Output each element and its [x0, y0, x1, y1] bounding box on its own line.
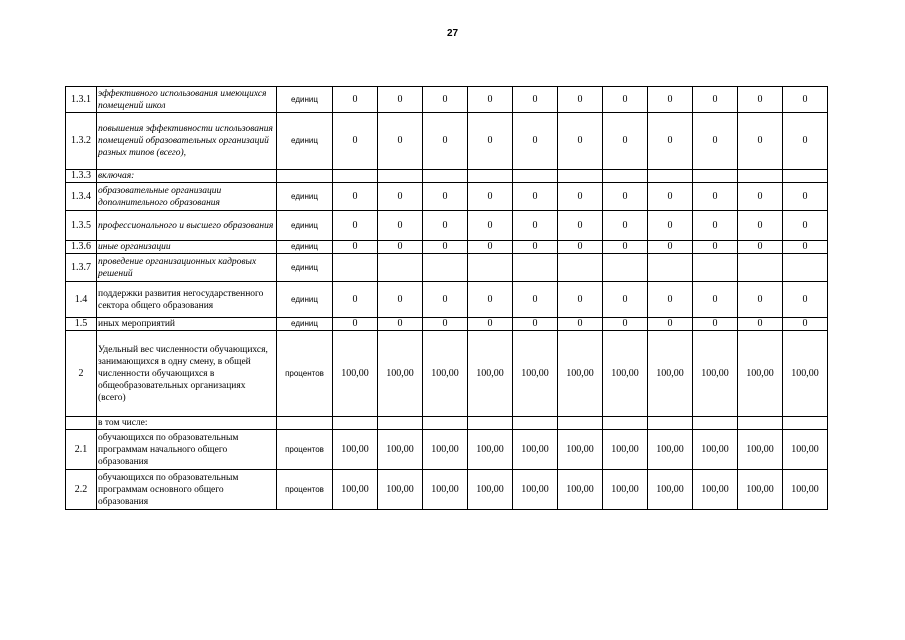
row-description: проведение организационных кадровых решений — [97, 254, 277, 282]
row-number: 2.1 — [66, 430, 97, 470]
value-cell: 0 — [333, 87, 378, 113]
value-cell: 0 — [693, 113, 738, 170]
value-cell: 100,00 — [558, 470, 603, 510]
value-cell: 0 — [468, 318, 513, 331]
row-unit: единиц — [277, 282, 333, 318]
value-cell: 100,00 — [603, 470, 648, 510]
value-cell: 100,00 — [648, 430, 693, 470]
value-cell: 0 — [468, 113, 513, 170]
value-cell: 100,00 — [378, 331, 423, 417]
value-cell: 100,00 — [468, 470, 513, 510]
value-cell: 100,00 — [378, 430, 423, 470]
value-cell — [513, 417, 558, 430]
value-cell: 100,00 — [693, 470, 738, 510]
value-cell — [468, 254, 513, 282]
value-cell: 0 — [423, 318, 468, 331]
row-number — [66, 417, 97, 430]
value-cell: 0 — [558, 87, 603, 113]
value-cell: 0 — [648, 241, 693, 254]
value-cell: 0 — [558, 318, 603, 331]
value-cell: 100,00 — [513, 331, 558, 417]
value-cell: 100,00 — [693, 331, 738, 417]
row-description: эффективного использования имеющихся помещений школ — [97, 87, 277, 113]
value-cell: 0 — [603, 241, 648, 254]
row-number: 1.3.7 — [66, 254, 97, 282]
value-cell — [693, 417, 738, 430]
value-cell — [693, 170, 738, 183]
row-description: обучающихся по образовательным программам основного общего образования — [97, 470, 277, 510]
value-cell: 100,00 — [783, 331, 828, 417]
value-cell — [468, 417, 513, 430]
row-number: 1.3.5 — [66, 211, 97, 241]
value-cell: 100,00 — [783, 430, 828, 470]
value-cell — [783, 254, 828, 282]
value-cell: 0 — [558, 282, 603, 318]
value-cell: 100,00 — [513, 470, 558, 510]
value-cell: 100,00 — [423, 430, 468, 470]
value-cell: 0 — [513, 113, 558, 170]
value-cell — [648, 170, 693, 183]
value-cell — [378, 170, 423, 183]
value-cell: 0 — [333, 318, 378, 331]
value-cell: 0 — [603, 211, 648, 241]
value-cell: 0 — [738, 211, 783, 241]
table-row — [66, 417, 828, 430]
table-row — [66, 113, 828, 170]
value-cell: 0 — [648, 282, 693, 318]
value-cell: 100,00 — [468, 430, 513, 470]
table-row — [66, 430, 828, 470]
value-cell: 0 — [333, 183, 378, 211]
value-cell: 0 — [738, 87, 783, 113]
value-cell: 0 — [468, 241, 513, 254]
value-cell: 100,00 — [603, 430, 648, 470]
value-cell: 0 — [648, 318, 693, 331]
value-cell: 0 — [333, 211, 378, 241]
value-cell: 0 — [738, 183, 783, 211]
table-row — [66, 318, 828, 331]
value-cell — [513, 254, 558, 282]
value-cell — [738, 417, 783, 430]
value-cell: 100,00 — [333, 331, 378, 417]
value-cell: 0 — [378, 318, 423, 331]
value-cell: 0 — [558, 113, 603, 170]
value-cell: 0 — [783, 318, 828, 331]
row-unit: единиц — [277, 241, 333, 254]
value-cell: 100,00 — [423, 470, 468, 510]
value-cell: 0 — [558, 183, 603, 211]
value-cell — [423, 170, 468, 183]
value-cell: 0 — [468, 183, 513, 211]
table-row — [66, 254, 828, 282]
row-unit: процентов — [277, 331, 333, 417]
value-cell: 0 — [423, 87, 468, 113]
value-cell: 0 — [378, 113, 423, 170]
row-unit: единиц — [277, 113, 333, 170]
value-cell: 0 — [693, 318, 738, 331]
value-cell — [603, 417, 648, 430]
value-cell: 0 — [738, 241, 783, 254]
value-cell: 100,00 — [738, 430, 783, 470]
value-cell: 0 — [378, 183, 423, 211]
row-unit: единиц — [277, 318, 333, 331]
value-cell: 0 — [468, 282, 513, 318]
value-cell: 0 — [423, 211, 468, 241]
value-cell: 0 — [648, 113, 693, 170]
row-number: 2 — [66, 331, 97, 417]
value-cell: 0 — [378, 282, 423, 318]
row-description: профессионального и высшего образования — [97, 211, 277, 241]
value-cell: 0 — [603, 318, 648, 331]
value-cell — [738, 254, 783, 282]
row-number: 1.3.6 — [66, 241, 97, 254]
table-row — [66, 211, 828, 241]
value-cell: 0 — [693, 183, 738, 211]
row-unit: единиц — [277, 254, 333, 282]
row-number: 1.3.3 — [66, 170, 97, 183]
value-cell — [378, 254, 423, 282]
value-cell: 100,00 — [603, 331, 648, 417]
table-row — [66, 241, 828, 254]
value-cell: 0 — [333, 282, 378, 318]
value-cell: 0 — [603, 87, 648, 113]
value-cell: 0 — [783, 113, 828, 170]
value-cell — [468, 170, 513, 183]
row-unit: единиц — [277, 211, 333, 241]
value-cell: 0 — [378, 87, 423, 113]
value-cell: 0 — [738, 318, 783, 331]
value-cell: 100,00 — [378, 470, 423, 510]
value-cell: 0 — [603, 113, 648, 170]
value-cell: 100,00 — [333, 430, 378, 470]
row-unit — [277, 170, 333, 183]
value-cell: 100,00 — [648, 470, 693, 510]
row-unit: процентов — [277, 430, 333, 470]
value-cell: 100,00 — [558, 331, 603, 417]
row-unit — [277, 417, 333, 430]
row-description: Удельный вес численности обучающихся, занимающихся в одну смену, в общей численности обучающихся в общеобразовательных организациях (всего) — [97, 331, 277, 417]
value-cell: 0 — [513, 318, 558, 331]
row-number: 1.3.1 — [66, 87, 97, 113]
indicators-table — [65, 86, 828, 510]
row-description: иных мероприятий — [97, 318, 277, 331]
table-row — [66, 331, 828, 417]
value-cell: 100,00 — [738, 470, 783, 510]
value-cell: 0 — [783, 87, 828, 113]
value-cell — [603, 170, 648, 183]
value-cell — [558, 170, 603, 183]
value-cell — [558, 254, 603, 282]
row-description: иные организации — [97, 241, 277, 254]
table-row — [66, 470, 828, 510]
value-cell: 0 — [468, 87, 513, 113]
value-cell — [423, 417, 468, 430]
row-number: 1.3.4 — [66, 183, 97, 211]
value-cell: 100,00 — [423, 331, 468, 417]
value-cell: 0 — [783, 183, 828, 211]
value-cell: 0 — [333, 113, 378, 170]
value-cell: 0 — [648, 183, 693, 211]
table-row — [66, 183, 828, 211]
value-cell: 0 — [423, 241, 468, 254]
value-cell — [783, 170, 828, 183]
value-cell — [423, 254, 468, 282]
value-cell: 0 — [783, 241, 828, 254]
value-cell: 100,00 — [558, 430, 603, 470]
value-cell: 0 — [693, 241, 738, 254]
value-cell: 100,00 — [333, 470, 378, 510]
value-cell: 100,00 — [738, 331, 783, 417]
row-unit: единиц — [277, 87, 333, 113]
value-cell — [648, 254, 693, 282]
value-cell: 0 — [783, 282, 828, 318]
value-cell: 100,00 — [693, 430, 738, 470]
value-cell: 0 — [648, 87, 693, 113]
value-cell: 0 — [423, 113, 468, 170]
table-row — [66, 282, 828, 318]
page-number: 27 — [446, 28, 459, 39]
value-cell: 0 — [513, 241, 558, 254]
value-cell — [603, 254, 648, 282]
value-cell: 0 — [423, 282, 468, 318]
value-cell: 0 — [603, 282, 648, 318]
value-cell: 0 — [513, 282, 558, 318]
value-cell: 0 — [738, 113, 783, 170]
row-number: 2.2 — [66, 470, 97, 510]
value-cell: 0 — [513, 183, 558, 211]
row-number: 1.5 — [66, 318, 97, 331]
row-description: в том числе: — [97, 417, 277, 430]
value-cell: 0 — [693, 87, 738, 113]
row-unit: процентов — [277, 470, 333, 510]
value-cell: 0 — [513, 211, 558, 241]
value-cell: 0 — [558, 241, 603, 254]
value-cell — [738, 170, 783, 183]
value-cell: 0 — [513, 87, 558, 113]
value-cell — [648, 417, 693, 430]
value-cell: 0 — [378, 211, 423, 241]
row-description: повышения эффективности использования помещений образовательных организаций разных типов (всего), — [97, 113, 277, 170]
value-cell: 0 — [603, 183, 648, 211]
table-row — [66, 170, 828, 183]
value-cell: 0 — [333, 241, 378, 254]
value-cell: 0 — [423, 183, 468, 211]
value-cell — [333, 254, 378, 282]
value-cell — [333, 417, 378, 430]
table-row — [66, 87, 828, 113]
value-cell: 0 — [378, 241, 423, 254]
row-number: 1.3.2 — [66, 113, 97, 170]
value-cell: 0 — [648, 211, 693, 241]
value-cell: 100,00 — [648, 331, 693, 417]
row-description: поддержки развития негосударственного сектора общего образования — [97, 282, 277, 318]
value-cell: 100,00 — [783, 470, 828, 510]
value-cell — [783, 417, 828, 430]
row-description: обучающихся по образовательным программам начального общего образования — [97, 430, 277, 470]
value-cell: 0 — [738, 282, 783, 318]
row-unit: единиц — [277, 183, 333, 211]
row-description: включая: — [97, 170, 277, 183]
value-cell: 0 — [693, 211, 738, 241]
row-number: 1.4 — [66, 282, 97, 318]
value-cell — [693, 254, 738, 282]
value-cell — [333, 170, 378, 183]
value-cell — [558, 417, 603, 430]
value-cell: 100,00 — [513, 430, 558, 470]
value-cell: 100,00 — [468, 331, 513, 417]
value-cell: 0 — [468, 211, 513, 241]
row-description: образовательные организации дополнительного образования — [97, 183, 277, 211]
value-cell: 0 — [558, 211, 603, 241]
value-cell — [513, 170, 558, 183]
value-cell: 0 — [783, 211, 828, 241]
value-cell — [378, 417, 423, 430]
value-cell: 0 — [693, 282, 738, 318]
